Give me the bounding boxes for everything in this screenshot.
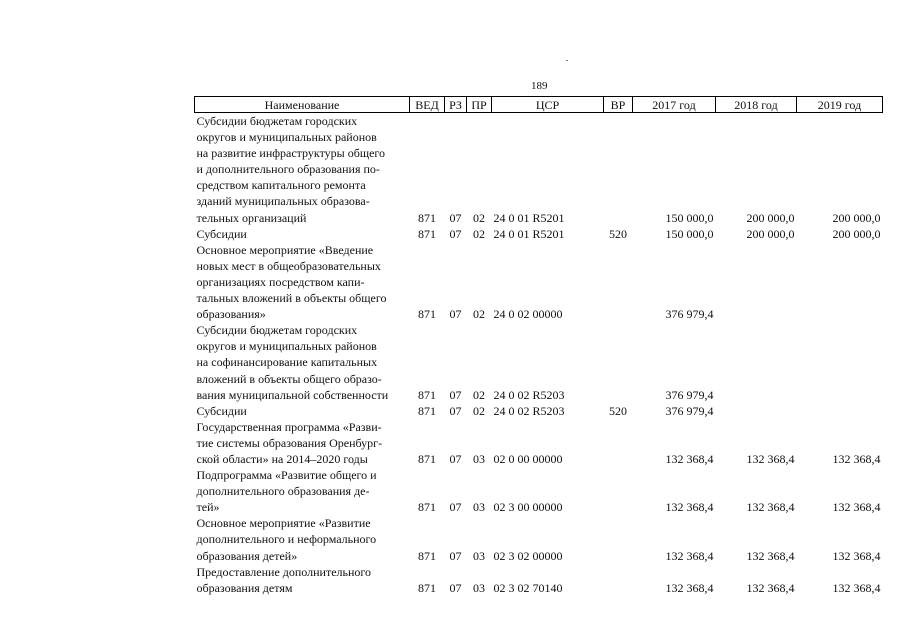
- name-line: зданий муниципальных образова-: [196, 194, 370, 209]
- cell-2019: 200 000,0: [832, 210, 881, 225]
- name-line: тие системы образования Оренбург-: [196, 435, 383, 450]
- cell-2018: 132 368,4: [746, 500, 795, 515]
- table-header-row: [195, 97, 883, 113]
- cell-2018: 200 000,0: [746, 210, 795, 225]
- cell-pr: 02: [473, 403, 485, 418]
- cell-csr: 02 3 02 00000: [493, 548, 563, 563]
- cell-vr: [604, 242, 633, 322]
- cell-2019: 132 368,4: [832, 580, 881, 595]
- cell-name: [195, 419, 410, 467]
- cell-ved: 871: [418, 451, 436, 466]
- cell-pr: 02: [473, 226, 485, 241]
- name-line: новых мест в общеобразовательных: [196, 258, 381, 273]
- name-line: Основное мероприятие «Введение: [196, 242, 374, 257]
- cell-pr: 03: [473, 580, 485, 595]
- cell-2018: 200 000,0: [746, 226, 795, 241]
- name-line: организациях посредством капи-: [196, 274, 365, 289]
- header-rz: РЗ: [445, 97, 467, 113]
- table-row: [195, 564, 883, 596]
- cell-vr: [604, 467, 633, 515]
- cell-2017: 376 979,4: [665, 387, 714, 402]
- cell-name: [195, 226, 410, 242]
- cell-2018: 132 368,4: [746, 548, 795, 563]
- cell-2019: 132 368,4: [832, 548, 881, 563]
- cell-csr: 24 0 02 R5203: [493, 403, 565, 418]
- cell-2017: 132 368,4: [665, 548, 714, 563]
- table-row: [195, 113, 883, 226]
- cell-ved: 871: [418, 548, 436, 563]
- name-line: тальных вложений в объекты общего: [196, 291, 387, 306]
- cell-rz: 07: [449, 226, 462, 241]
- name-line: дополнительного образования де-: [196, 484, 370, 499]
- cell-name: [195, 113, 410, 226]
- cell-pr: 03: [473, 451, 485, 466]
- name-line: образования детям: [196, 580, 293, 595]
- cell-vr: 520: [609, 403, 627, 418]
- cell-name: [195, 322, 410, 402]
- table-row: [195, 403, 883, 419]
- cell-pr: 02: [473, 387, 485, 402]
- cell-rz: 07: [449, 403, 462, 418]
- table-row: [195, 419, 883, 467]
- cell-name: [195, 403, 410, 419]
- name-line: Субсидии: [196, 403, 247, 418]
- cell-rz: 07: [449, 451, 462, 466]
- cell-2018: [716, 403, 797, 419]
- cell-ved: 871: [418, 210, 436, 225]
- name-line: округов и муниципальных районов: [196, 130, 377, 145]
- cell-rz: 07: [449, 307, 462, 322]
- cell-2017: 132 368,4: [665, 580, 714, 595]
- name-line: Подпрограмма «Развитие общего и: [196, 468, 377, 483]
- cell-csr: 24 0 02 00000: [493, 307, 563, 322]
- name-line: Государственная программа «Разви-: [196, 419, 382, 434]
- table-row: [195, 467, 883, 515]
- name-line: вания муниципальной собственности: [196, 387, 389, 402]
- name-line: образования»: [196, 307, 266, 322]
- cell-rz: 07: [449, 580, 462, 595]
- cell-2018: [716, 242, 797, 322]
- cell-2017: 132 368,4: [665, 451, 714, 466]
- table-row: [195, 322, 883, 402]
- cell-name: [195, 467, 410, 515]
- cell-2017: 150 000,0: [665, 210, 714, 225]
- cell-ved: 871: [418, 403, 436, 418]
- cell-ved: 871: [418, 387, 436, 402]
- name-line: Субсидии: [196, 226, 247, 241]
- name-line: Субсидии бюджетам городских: [196, 323, 358, 338]
- cell-pr: 02: [473, 210, 485, 225]
- name-line: дополнительного и неформального: [196, 532, 377, 547]
- header-vr: ВР: [604, 97, 633, 113]
- table-row: [195, 226, 883, 242]
- header-ved: ВЕД: [410, 97, 445, 113]
- cell-pr: 02: [473, 307, 485, 322]
- cell-name: [195, 564, 410, 596]
- cell-rz: 07: [449, 210, 462, 225]
- header-2018: 2018 год: [716, 97, 797, 113]
- name-line: средством капитального ремонта: [196, 178, 366, 193]
- cell-rz: 07: [449, 548, 462, 563]
- cell-vr: [604, 564, 633, 596]
- budget-table: [194, 96, 883, 596]
- header-pr: ПР: [467, 97, 492, 113]
- name-line: тельных организаций: [196, 210, 307, 225]
- page-number: 189: [531, 80, 548, 92]
- cell-2018: 132 368,4: [746, 451, 795, 466]
- cell-ved: 871: [418, 226, 436, 241]
- header-csr: ЦСР: [492, 97, 604, 113]
- name-line: Предоставление дополнительного: [196, 564, 372, 579]
- cell-2019: [797, 403, 883, 419]
- table-row: [195, 242, 883, 322]
- cell-pr: 03: [473, 548, 485, 563]
- cell-ved: 871: [418, 580, 436, 595]
- cell-2018: [716, 322, 797, 402]
- cell-ved: 871: [418, 307, 436, 322]
- cell-2017: 376 979,4: [665, 307, 714, 322]
- cell-csr: 02 3 00 00000: [493, 500, 563, 515]
- cell-rz: 07: [449, 387, 462, 402]
- cell-2019: 132 368,4: [832, 500, 881, 515]
- cell-2018: 132 368,4: [746, 580, 795, 595]
- cell-name: [195, 242, 410, 322]
- table-row: [195, 515, 883, 563]
- cell-ved: 871: [418, 500, 436, 515]
- cell-pr: 03: [473, 500, 485, 515]
- header-2019: 2019 год: [797, 97, 883, 113]
- name-line: тей»: [196, 500, 220, 515]
- cell-rz: 07: [449, 500, 462, 515]
- name-line: Субсидии бюджетам городских: [196, 114, 358, 128]
- cell-name: [195, 515, 410, 563]
- name-line: на развитие инфраструктуры общего: [196, 146, 386, 161]
- cell-vr: [604, 113, 633, 226]
- cell-2017: 132 368,4: [665, 500, 714, 515]
- table-body: [195, 113, 883, 596]
- name-line: ской области» на 2014–2020 годы: [196, 451, 368, 466]
- name-line: и дополнительного образования по-: [196, 162, 380, 177]
- cell-vr: [604, 322, 633, 402]
- cell-2019: [797, 242, 883, 322]
- name-line: образования детей»: [196, 548, 298, 563]
- cell-2017: 376 979,4: [665, 403, 714, 418]
- cell-2019: 200 000,0: [832, 226, 881, 241]
- cell-2019: 132 368,4: [832, 451, 881, 466]
- cell-2019: [797, 322, 883, 402]
- name-line: Основное мероприятие «Развитие: [196, 516, 371, 531]
- name-line: вложений в объекты общего образо-: [196, 371, 382, 386]
- scan-speck: [566, 60, 568, 61]
- cell-csr: 24 0 01 R5201: [493, 226, 565, 241]
- cell-csr: 24 0 02 R5203: [493, 387, 565, 402]
- cell-2017: 150 000,0: [665, 226, 714, 241]
- cell-csr: 02 0 00 00000: [493, 451, 563, 466]
- name-line: округов и муниципальных районов: [196, 339, 377, 354]
- cell-csr: 24 0 01 R5201: [493, 210, 565, 225]
- header-2017: 2017 год: [633, 97, 716, 113]
- cell-vr: [604, 419, 633, 467]
- name-line: на софинансирование капитальных: [196, 355, 378, 370]
- cell-vr: 520: [609, 226, 627, 241]
- cell-csr: 02 3 02 70140: [493, 580, 563, 595]
- cell-vr: [604, 515, 633, 563]
- header-name: Наименование: [195, 97, 410, 113]
